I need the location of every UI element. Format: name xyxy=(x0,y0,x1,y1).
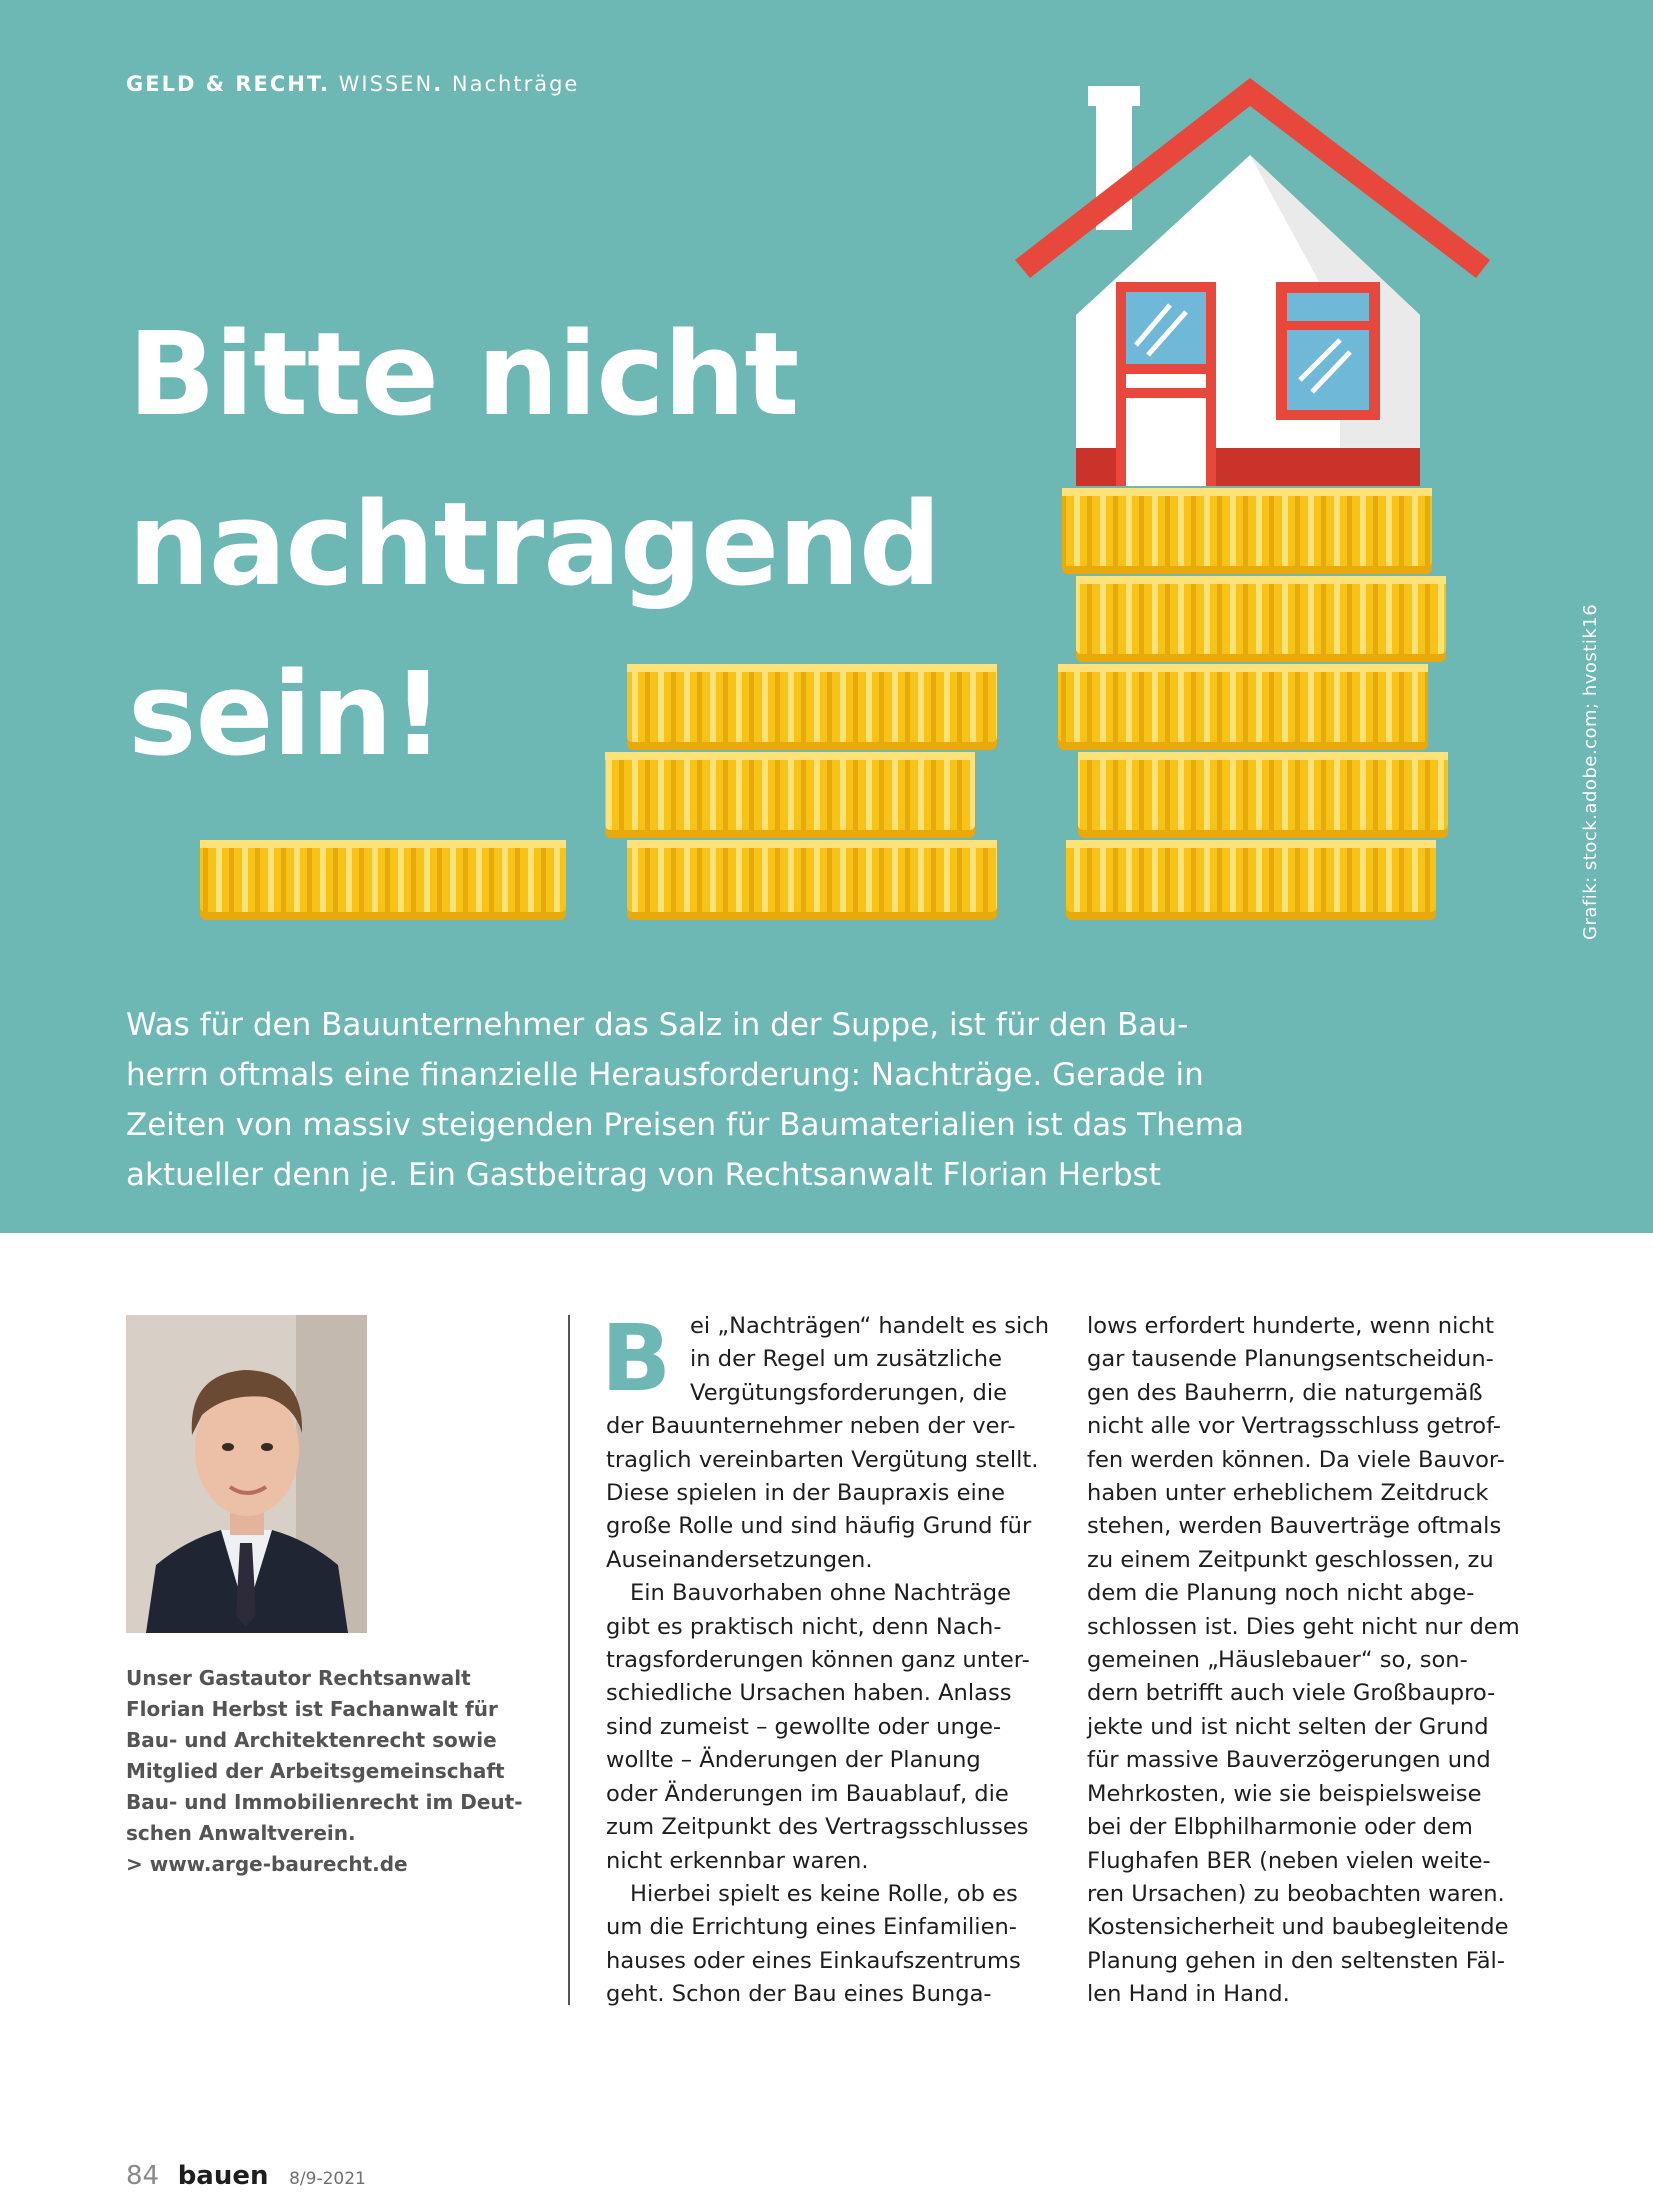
body-line: len Hand in Hand. xyxy=(1087,1981,1290,2008)
body-line: dern betriﬀt auch viele Großbaupro- xyxy=(1087,1680,1496,1707)
body-line: zum Zeitpunkt des Vertragsschlusses xyxy=(606,1814,1029,1841)
headline-line: sein! xyxy=(128,648,444,782)
headline-line: nachtragend xyxy=(128,478,941,612)
breadcrumb-category: WISSEN xyxy=(338,72,434,96)
body-line: nicht erkennbar waren. xyxy=(606,1847,869,1874)
body-line: für massive Bauverzögerungen und xyxy=(1087,1747,1491,1774)
house-icon xyxy=(1015,78,1490,486)
body-line: große Rolle und sind häuﬁg Grund für xyxy=(606,1513,1032,1540)
body-line: gen des Bauherrn, die naturgemäß xyxy=(1087,1379,1483,1406)
body-line: um die Errichtung eines Einfamilien- xyxy=(606,1914,1017,1941)
page-number: 84 xyxy=(126,2161,160,2191)
body-line: dem die Planung noch nicht abge- xyxy=(1087,1580,1475,1607)
breadcrumb-separator: . xyxy=(319,72,330,96)
breadcrumb-separator: . xyxy=(433,72,444,96)
body-line: geht. Schon der Bau eines Bunga- xyxy=(606,1981,992,2008)
issue-number: 8/9-2021 xyxy=(289,2169,366,2189)
body-line: wollte – Änderungen der Planung xyxy=(606,1747,981,1774)
body-line: schlossen ist. Dies geht nicht nur dem xyxy=(1087,1613,1520,1640)
body-line: ren Ursachen) zu beobachten waren. xyxy=(1087,1880,1505,1907)
breadcrumb-topic: Nachträge xyxy=(451,72,580,96)
body-line: jekte und ist nicht selten der Grund xyxy=(1087,1713,1489,1740)
lead-line: Zeiten von massiv steigenden Preisen für Baumaterialien ist das Thema xyxy=(126,1107,1244,1143)
body-line: oder Änderungen im Bauablauf, die xyxy=(606,1780,1009,1807)
caption-line: Unser Gastautor Rechtsanwalt xyxy=(126,1666,471,1690)
body-line: Hierbei spielt es keine Rolle, ob es xyxy=(630,1880,1018,1907)
body-line: ei „Nachträgen“ handelt es sich xyxy=(690,1313,1050,1339)
lead-line: aktueller denn je. Ein Gastbeitrag von Rechtsanwalt Florian Herbst xyxy=(126,1157,1161,1193)
body-line: gar tausende Planungsentscheidun- xyxy=(1087,1346,1494,1373)
body-line: schiedliche Ursachen haben. Anlass xyxy=(606,1680,1012,1707)
body-line: der Bauunternehmer neben der ver- xyxy=(606,1413,1016,1440)
body-column-1 xyxy=(606,1310,1048,2012)
body-line: nicht alle vor Vertragsschluss getrof- xyxy=(1087,1413,1501,1440)
author-caption xyxy=(126,1663,523,1880)
body-line: stehen, werden Bauverträge oftmals xyxy=(1087,1513,1502,1540)
body-line: gemeinen „Häuslebauer“ so, son- xyxy=(1087,1647,1468,1674)
image-credit: Grafik: stock.adobe.com; hvostik16 xyxy=(1580,603,1601,940)
body-line: hauses oder eines Einkaufszentrums xyxy=(606,1947,1021,1974)
body-line: Diese spielen in der Baupraxis eine xyxy=(606,1480,1006,1507)
body-line: gibt es praktisch nicht, denn Nach- xyxy=(606,1613,1002,1640)
body-line: Vergütungsforderungen, die xyxy=(690,1379,1008,1406)
breadcrumb-section: GELD & RECHT xyxy=(126,72,320,96)
author-portrait xyxy=(126,1315,367,1633)
body-line: haben unter erheblichem Zeitdruck xyxy=(1087,1480,1489,1507)
body-line: in der Regel um zusätzliche xyxy=(690,1346,1002,1373)
magazine-name: bauen xyxy=(177,2161,269,2191)
caption-line: schen Anwaltverein. xyxy=(126,1821,356,1845)
lead-paragraph xyxy=(126,1000,1356,1200)
body-line: tragsforderungen können ganz unter- xyxy=(606,1647,1030,1674)
headline xyxy=(128,290,1028,800)
caption-line: Florian Herbst ist Fachanwalt für xyxy=(126,1697,498,1721)
column-divider xyxy=(568,1315,570,2005)
body-column-2 xyxy=(1087,1310,1527,2012)
page-footer xyxy=(126,2160,366,2191)
body-line: Kostensicherheit und baubegleitende xyxy=(1087,1914,1509,1941)
headline-line: Bitte nicht xyxy=(128,308,799,442)
body-line: zu einem Zeitpunkt geschlossen, zu xyxy=(1087,1546,1494,1573)
body-line: Mehrkosten, wie sie beispielsweise xyxy=(1087,1780,1482,1807)
body-line: Ein Bauvorhaben ohne Nachträge xyxy=(630,1580,1011,1607)
body-line: sind zumeist – gewollte oder unge- xyxy=(606,1713,1002,1740)
caption-line: Bau- und Immobilienrecht im Deut- xyxy=(126,1790,523,1814)
body-line: lows erfordert hunderte, wenn nicht xyxy=(1087,1313,1494,1339)
caption-line: Mitglied der Arbeitsgemeinschaft xyxy=(126,1759,505,1783)
body-line: traglich vereinbarten Vergütung stellt. xyxy=(606,1446,1039,1473)
caption-line: Bau- und Architektenrecht sowie xyxy=(126,1728,497,1752)
lead-line: Was für den Bauunternehmer das Salz in der Suppe, ist für den Bau- xyxy=(126,1007,1189,1043)
lead-line: herrn oftmals eine ﬁnanzielle Herausforderung: Nachträge. Gerade in xyxy=(126,1057,1204,1093)
caption-link[interactable]: > www.arge-baurecht.de xyxy=(126,1852,408,1876)
body-line: fen werden können. Da viele Bauvor- xyxy=(1087,1446,1505,1473)
body-line: Auseinandersetzungen. xyxy=(606,1546,873,1573)
drop-cap: B xyxy=(601,1305,672,1412)
body-line: Flughafen BER (neben vielen weite- xyxy=(1087,1847,1491,1874)
body-line: Planung gehen in den seltensten Fäl- xyxy=(1087,1947,1505,1974)
body-line: bei der Elbphilharmonie oder dem xyxy=(1087,1814,1473,1841)
